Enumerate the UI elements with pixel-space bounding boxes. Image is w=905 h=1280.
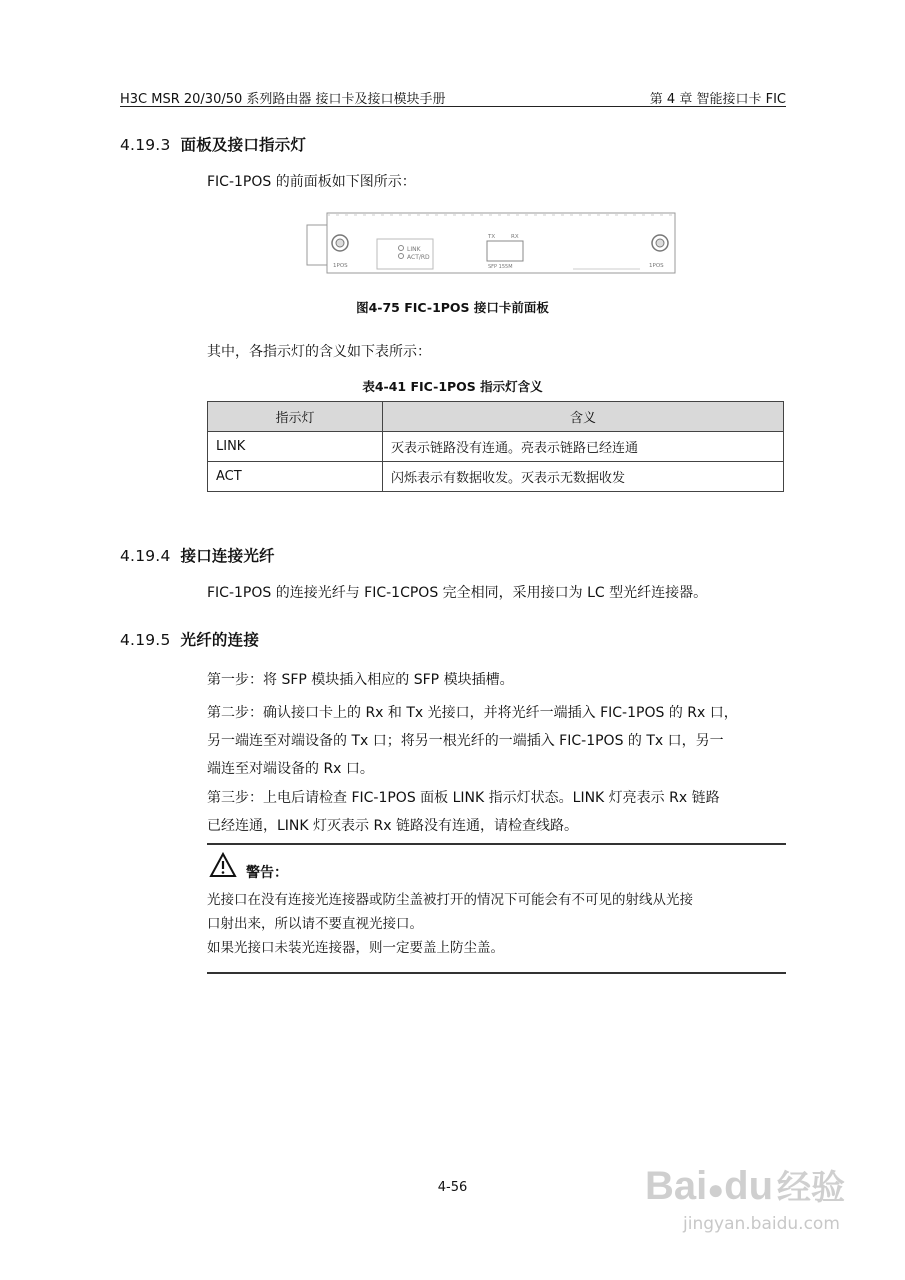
step-3-line-1: 第三步：上电后请检查 FIC-1POS 面板 LINK 指示灯状态。LINK 灯亮表示 Rx 链路: [207, 790, 720, 806]
step-2-line-3: 端连至对端设备的 Rx 口。: [207, 761, 374, 777]
header-left: H3C MSR 20/30/50 系列路由器 接口卡及接口模块手册: [120, 92, 446, 107]
warning-title: 警告：: [246, 865, 288, 881]
section-heading-4-19-5: [120, 628, 259, 650]
step-1: 第一步：将 SFP 模块插入相应的 SFP 模块插槽。: [207, 672, 514, 688]
section-title: 面板及接口指示灯: [180, 136, 307, 154]
front-panel-figure: [305, 205, 685, 280]
indicator-table: [207, 401, 784, 492]
panel-act-label: ACT/RD: [407, 254, 430, 261]
table-header-row: [208, 402, 784, 432]
fiber-paragraph: FIC-1POS 的连接光纤与 FIC-1CPOS 完全相同，采用接口为 LC 型光纤连接器。: [207, 585, 708, 601]
section-heading-4-19-3: [120, 133, 306, 155]
warning-triangle-icon: [209, 852, 237, 878]
watermark-brand: Bai: [645, 1164, 708, 1208]
table-cell: 灭表示链路没有连通。亮表示链路已经连通: [383, 432, 784, 462]
table-cell: 闪烁表示有数据收发。灭表示无数据收发: [383, 462, 784, 492]
section-number: 4.19.5: [120, 631, 171, 649]
section-heading-4-19-4: [120, 544, 275, 566]
table-cell: LINK: [208, 432, 383, 462]
header-right: 第 4 章 智能接口卡 FIC: [649, 92, 786, 107]
warning-line-3: 如果光接口未装光连接器，则一定要盖上防尘盖。: [207, 940, 504, 956]
warning-line-1: 光接口在没有连接光连接器或防尘盖被打开的情况下可能会有不可见的射线从光接: [207, 892, 693, 908]
step-3-line-2: 已经连通，LINK 灯灭表示 Rx 链路没有连通，请检查线路。: [207, 818, 578, 834]
table-cell: ACT: [208, 462, 383, 492]
table-row: [208, 462, 784, 492]
watermark-brand2: du: [724, 1164, 774, 1208]
section-title: 接口连接光纤: [180, 547, 275, 565]
watermark-cn: 经验: [777, 1169, 846, 1207]
panel-tx-label: TX: [488, 234, 496, 240]
panel-sfp-label: SFP 155M: [488, 264, 513, 270]
panel-link-label: LINK: [407, 246, 421, 253]
panel-right-label: 1POS: [649, 263, 664, 269]
sfp-port: [487, 241, 523, 261]
paw-icon: ●: [707, 1174, 725, 1205]
step-2-line-2: 另一端连至对端设备的 Tx 口；将另一根光纤的一端插入 FIC-1POS 的 Tx 口，另一: [207, 733, 724, 749]
panel-handle: [307, 225, 327, 265]
table-row: [208, 432, 784, 462]
header-divider: [120, 106, 786, 107]
section-number: 4.19.4: [120, 547, 171, 565]
panel-left-label: 1POS: [333, 263, 348, 269]
table-header-cell: 含义: [383, 402, 784, 432]
page-number: 4-56: [437, 1180, 468, 1195]
table-caption: 表4-41 FIC-1POS 指示灯含义: [362, 379, 543, 394]
table-intro-paragraph: 其中，各指示灯的含义如下表所示：: [207, 344, 431, 360]
figure-caption: 图4-75 FIC-1POS 接口卡前面板: [356, 300, 549, 315]
panel-rx-label: RX: [511, 234, 519, 240]
section-number: 4.19.3: [120, 136, 171, 154]
section-title: 光纤的连接: [180, 631, 260, 649]
watermark-logo: [645, 1160, 845, 1209]
watermark-url: jingyan.baidu.com: [683, 1214, 840, 1234]
intro-paragraph: FIC-1POS 的前面板如下图所示：: [207, 174, 416, 190]
step-2-line-1: 第二步：确认接口卡上的 Rx 和 Tx 光接口，并将光纤一端插入 FIC-1POS 的 Rx 口，: [207, 705, 738, 721]
table-header-cell: 指示灯: [208, 402, 383, 432]
warning-line-2: 口射出来，所以请不要直视光接口。: [207, 916, 423, 932]
